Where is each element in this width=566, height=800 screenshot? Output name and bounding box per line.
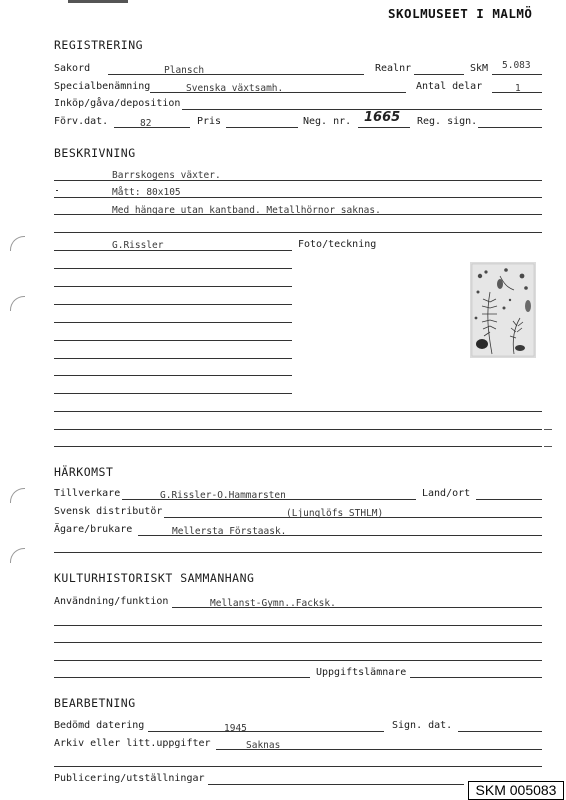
datering-label: Bedömd datering	[54, 720, 145, 731]
pris-label: Pris	[197, 116, 222, 127]
section-heading-registrering: REGISTRERING	[54, 38, 144, 52]
sakord-label: Sakord	[54, 63, 91, 74]
inkop-label: Inköp/gåva/deposition	[54, 98, 181, 109]
punch-hole-mark	[10, 296, 25, 311]
forv-label: Förv.dat.	[54, 116, 109, 127]
punch-hole-mark	[10, 548, 25, 563]
tillverkare-value[interactable]: G.Rissler-O.Hammarsten	[160, 490, 286, 501]
margin-tick	[544, 446, 552, 447]
special-value[interactable]: Svenska växtsamh.	[186, 83, 284, 94]
agare-label: Ägare/brukare	[54, 524, 133, 535]
arkiv-value[interactable]: Saknas	[246, 740, 281, 751]
skm-label: SkM	[470, 63, 489, 74]
publicering-label: Publicering/utställningar	[54, 773, 205, 784]
anvandning-label: Användning/funktion	[54, 596, 169, 607]
punch-hole-mark	[10, 488, 25, 503]
section-heading-beskrivning: BESKRIVNING	[54, 146, 136, 160]
punch-hole-mark	[10, 236, 25, 251]
datering-value[interactable]: 1945	[224, 723, 247, 734]
antal-value[interactable]: 1	[515, 83, 521, 94]
antal-label: Antal delar	[416, 81, 483, 92]
scan-edge-mark	[68, 0, 128, 3]
section-heading-kultur: KULTURHISTORISKT SAMMANHANG	[54, 571, 255, 585]
special-label: Specialbenämning	[54, 81, 151, 92]
forv-value[interactable]: 82	[140, 118, 152, 129]
signdat-label: Sign. dat.	[392, 720, 453, 731]
arkiv-label: Arkiv eller litt.uppgifter	[54, 738, 211, 749]
description-line[interactable]: Med hängare utan kantband. Metallhörnor saknas.	[112, 205, 381, 216]
skm-value[interactable]: 5.083	[502, 60, 531, 71]
description-line[interactable]: Barrskogens växter.	[112, 170, 221, 181]
neg-label: Neg. nr.	[303, 116, 352, 127]
catalogue-number-stamp: SKM 005083	[468, 781, 564, 800]
realnr-label: Realnr	[375, 63, 412, 74]
object-photo	[470, 262, 536, 358]
artist-value[interactable]: G.Rissler	[112, 240, 164, 251]
regsign-label: Reg. sign.	[417, 116, 478, 127]
section-heading-harkomst: HÄRKOMST	[54, 465, 114, 479]
anvandning-value[interactable]: Mellanst-Gymn..Facksk.	[210, 598, 336, 609]
foto-label: Foto/teckning	[298, 239, 377, 250]
agare-value[interactable]: Mellersta Förstaask.	[172, 526, 287, 537]
distributor-label: Svensk distributör	[54, 506, 163, 517]
distributor-value[interactable]: (Ljunglöfs STHLM)	[286, 508, 384, 519]
description-line[interactable]: Mått: 80x105	[112, 187, 181, 198]
sakord-value[interactable]: Plansch	[164, 65, 205, 76]
tillverkare-label: Tillverkare	[54, 488, 121, 499]
uppgift-label: Uppgiftslämnare	[316, 667, 407, 678]
museum-title: SKOLMUSEET I MALMÖ	[388, 6, 533, 21]
section-heading-bearbetning: BEARBETNING	[54, 696, 136, 710]
margin-tick	[544, 429, 552, 430]
neg-value[interactable]: 1665	[364, 110, 401, 125]
landort-label: Land/ort	[422, 488, 471, 499]
